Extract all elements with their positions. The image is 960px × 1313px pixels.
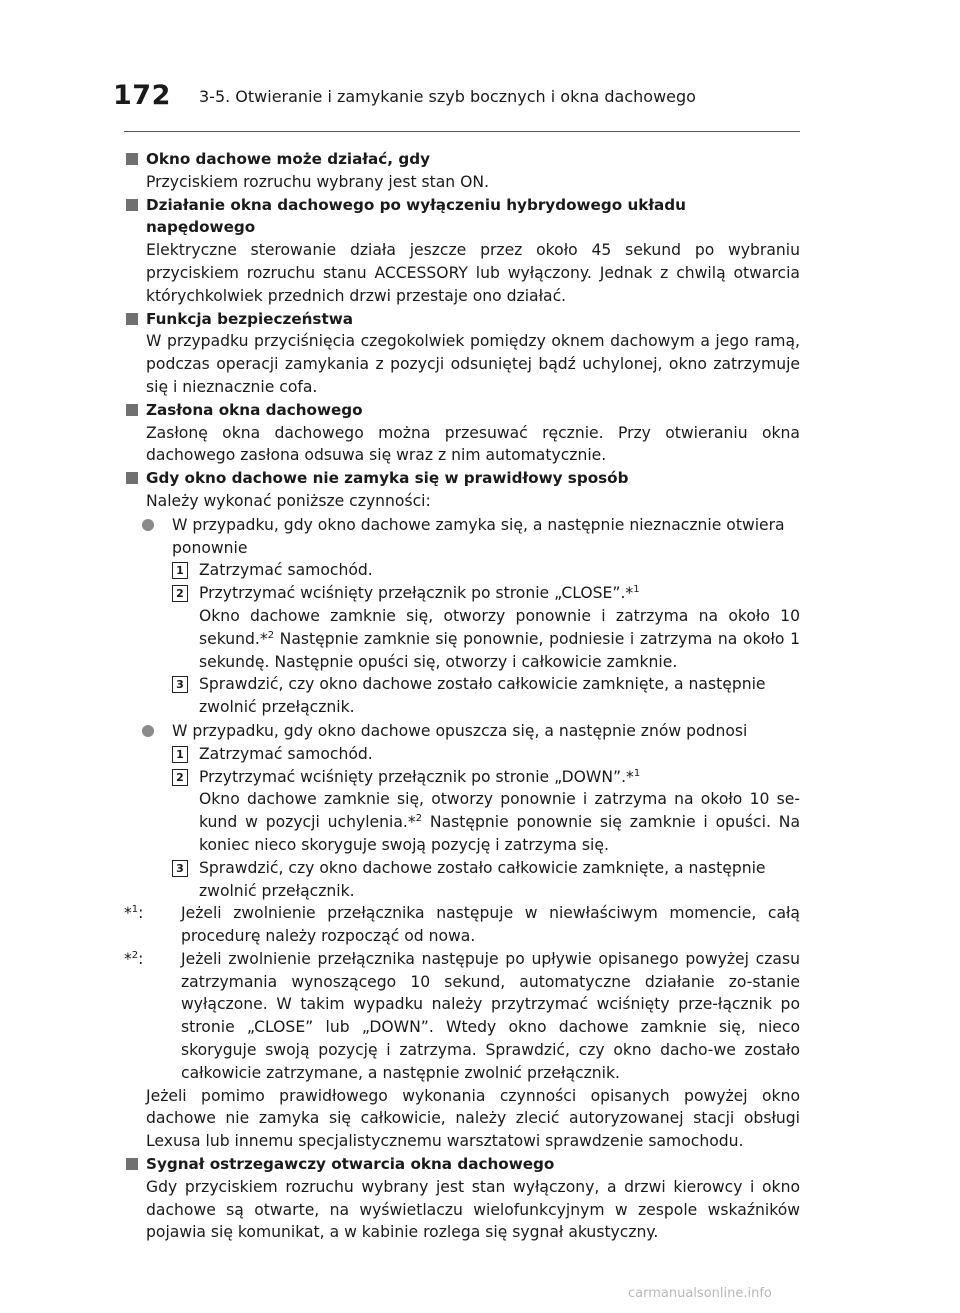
step-text: Przytrzymać wciśnięty przełącznik po stronie „DOWN”.* <box>199 767 634 786</box>
section-body: W przypadku przyciśnięcia czegokolwiek pomiędzy oknem dachowym a jego ramą, podczas operacji zamykania z pozycji odsuniętej bądź uchylonej, okno zatrzymuje się i nieznacznie cofa. <box>146 332 800 396</box>
footnote-marker: *$^2$: <box>124 949 144 968</box>
section-safety-function <box>124 308 800 399</box>
section-intro: Należy wykonać poniższe czynności: <box>146 491 431 510</box>
section-sunshade <box>124 399 800 467</box>
square-bullet-icon <box>126 472 138 484</box>
step-item <box>124 857 800 903</box>
step-number-badge: 3 <box>172 676 188 693</box>
step-text: Sprawdzić, czy okno dachowe zostało całkowicie zamknięte, a następnie zwolnić przełącznik. <box>199 675 766 717</box>
step-note <box>124 788 800 856</box>
section-heading: Zasłona okna dachowego <box>146 400 363 419</box>
case-text: W przypadku, gdy okno dachowe opuszcza się, a następnie znów podnosi <box>172 721 748 740</box>
section-body: Gdy przyciskiem rozruchu wybrany jest stan wyłączony, a drzwi kierowcy i okno dachowe są otwarte, na wyświetlaczu wielofunkcyjnym w zespole wskaźników pojawia się komunikat, a w kabinie rozlega się sygnał akustyczny. <box>146 1177 800 1242</box>
step-number-badge: 1 <box>172 746 188 763</box>
section-operation-condition <box>124 148 800 194</box>
step-note <box>124 605 800 673</box>
case-bullet <box>124 514 800 560</box>
page-header <box>113 80 813 114</box>
step-number-badge: 1 <box>172 562 188 579</box>
square-bullet-icon <box>126 1158 138 1170</box>
footnote-ref: 1 <box>633 767 641 779</box>
section-heading: Okno dachowe może działać, gdy <box>146 150 430 168</box>
step-note-text: Następnie zamknie się ponownie, podniesie i zatrzyma na około 1 sekundę. Następnie opuści się, otworzy i całkowicie zamknie. <box>199 629 800 671</box>
footnote-text: Jeżeli zwolnienie przełącznika następuje po upływie opisanego powyżej czasu zatrzymania wynoszącego 10 sekund, automatyczne działanie zo-stanie wyłączone. W takim wypadku należy przytrzymać wciśnięty prze-łącznik po stronie „CLOSE” lub „DOWN”. Wtedy okno dachowe zamknie się, nieco skoryguje swoją pozycję i zatrzyma. Sprawdzić, czy okno dacho-we zostało całkowicie zatrzymane, a następnie zwolnić przełącznik. <box>181 949 800 1082</box>
section-warning-signal <box>124 1153 800 1244</box>
round-bullet-icon <box>142 519 154 531</box>
footnote-ref: 2 <box>415 812 423 824</box>
section-not-closing <box>124 467 800 513</box>
page-content <box>124 148 800 1244</box>
closing-paragraph: Jeżeli pomimo prawidłowego wykonania czynności opisanych powyżej okno dachowe nie zamyka się całkowicie, należy zlecić autoryzowanej stacji obsługi Lexusa lub innemu specjalistycznemu warsztatowi sprawdzenie samochodu. <box>146 1086 800 1151</box>
footnote-marker: *$^1$: <box>124 904 144 923</box>
watermark: carmanualsonline.info <box>628 1286 772 1301</box>
section-after-shutdown <box>124 194 800 308</box>
footnote-ref: 2 <box>267 629 275 641</box>
section-body: Elektryczne sterowanie działa jeszcze przez około 45 sekund po wybraniu przyciskiem rozruchu stanu ACCESSORY lub wyłączony. Jednak z chwilą otwarcia którychkolwiek przednich drzwi przestaje ono działać. <box>146 241 800 305</box>
step-number-badge: 2 <box>172 769 188 786</box>
step-item <box>124 766 800 789</box>
section-heading: Gdy okno dachowe nie zamyka się w prawidłowy sposób <box>146 469 629 488</box>
square-bullet-icon <box>126 313 138 325</box>
section-body: Zasłonę okna dachowego można przesuwać ręcznie. Przy otwieraniu okna dachowego zasłona odsuwa się wraz z nim automatycznie. <box>146 423 800 465</box>
step-item <box>124 673 800 719</box>
step-note-text: Okno dachowe zamknie się, otworzy ponownie i zatrzyma na około 10 sekund.* <box>199 606 800 648</box>
step-number-badge: 3 <box>172 860 188 877</box>
footnote-ref: 1 <box>633 583 640 595</box>
step-note-text: Następnie ponownie się zamknie i opuści. Na koniec nieco skoryguje swoją pozycję i zatrzyma się. <box>199 813 800 854</box>
section-heading: Sygnał ostrzegawczy otwarcia okna dachowego <box>146 1155 555 1174</box>
step-text: Przytrzymać wciśnięty przełącznik po stronie „CLOSE”.* <box>199 584 634 603</box>
step-text: Sprawdzić, czy okno dachowe zostało całkowicie zamknięte, a następnie zwolnić przełącznik. <box>199 858 766 900</box>
footnote-1 <box>124 902 800 948</box>
section-heading: Działanie okna dachowego po wyłączeniu hybrydowego układu napędowego <box>146 195 686 237</box>
step-number-badge: 2 <box>172 585 188 602</box>
step-text: Zatrzymać samochód. <box>199 744 373 763</box>
footnote-2 <box>124 948 800 1085</box>
step-item <box>124 559 800 582</box>
case-bullet <box>124 720 800 743</box>
header-rule <box>124 131 800 132</box>
footnote-text: Jeżeli zwolnienie przełącznika następuje w niewłaściwym momencie, całą procedurę należy rozpocząć od nowa. <box>181 904 800 946</box>
case-text: W przypadku, gdy okno dachowe zamyka się, a następnie nieznacznie otwiera ponownie <box>172 515 785 557</box>
round-bullet-icon <box>142 725 154 737</box>
section-heading: Funkcja bezpieczeństwa <box>146 309 354 328</box>
page-number: 172 <box>113 80 171 111</box>
section-title: 3-5. Otwieranie i zamykanie szyb bocznych i okna dachowego <box>199 87 696 106</box>
section-body: Przyciskiem rozruchu wybrany jest stan ON. <box>146 172 490 191</box>
square-bullet-icon <box>126 404 138 416</box>
step-text: Zatrzymać samochód. <box>199 561 373 580</box>
step-note-text: Okno dachowe zamknie się, otworzy ponownie i zatrzyma na około 10 se-kund w pozycji uchylenia.* <box>199 790 800 832</box>
step-item <box>124 743 800 766</box>
square-bullet-icon <box>126 199 138 211</box>
step-item <box>124 582 800 605</box>
square-bullet-icon <box>126 153 138 165</box>
